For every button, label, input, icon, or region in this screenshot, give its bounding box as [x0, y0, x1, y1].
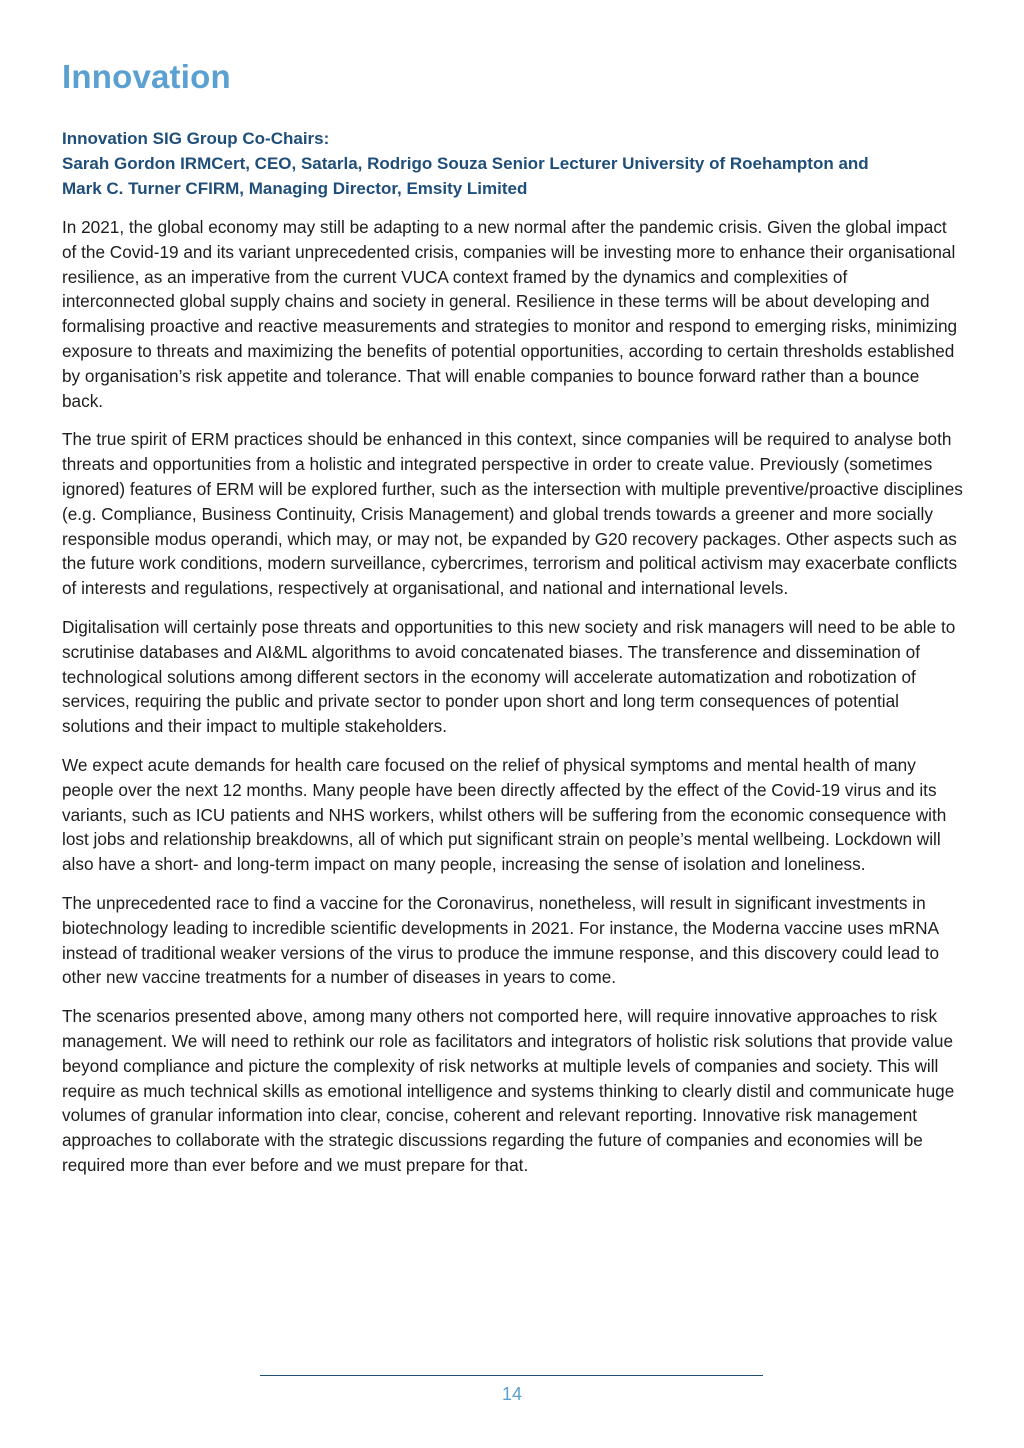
- body-paragraph-3: Digitalisation will certainly pose threats and opportunities to this new society and risk managers will need to be able to scrutinise databases and AI&ML algorithms to avoid concatenated biases. The transference and dissemination of technological solutions among different sectors in the economy will accelerate automatization and robotization of services, requiring the public and private sector to ponder upon short and long term consequences of potential solutions and their impact to multiple stakeholders.: [62, 616, 956, 737]
- footer-divider: [260, 1375, 763, 1376]
- body-paragraph-2: The true spirit of ERM practices should be enhanced in this context, since companies will be required to analyse both threats and opportunities from a holistic and integrated perspective in order to create value. Previously (sometimes ignored) features of ERM will be explored further, such as the intersection with multiple preventive/proactive disciplines (e.g. Compliance, Business Continuity, Crisis Management) and global trends towards a greener and more socially responsible modus operandi, which may, or may not, be expanded by G20 recovery packages. Other aspects such as the future work conditions, modern surveillance, cybercrimes, terrorism and political activism may exacerbate conflicts of interests and regulations, respectively at organisational, and national and international levels.: [62, 429, 963, 599]
- page-content: [62, 58, 964, 1192]
- cochairs-line-1: Sarah Gordon IRMCert, CEO, Satarla, Rodrigo Souza Senior Lecturer University of Roehampton and: [62, 154, 869, 173]
- page-number: 14: [501, 1384, 523, 1404]
- body-paragraph-6: The scenarios presented above, among many others not comported here, will require innovative approaches to risk management. We will need to rethink our role as facilitators and integrators of holistic risk solutions that provide value beyond compliance and picture the complexity of risk networks at multiple levels of companies and society. This will require as much technical skills as emotional intelligence and systems thinking to clearly distil and communicate huge volumes of granular information into clear, concise, coherent and relevant reporting. Innovative risk management approaches to collaborate with the strategic discussions regarding the future of companies and economies will be required more than ever before and we must prepare for that.: [62, 1006, 955, 1175]
- cochairs-block: [62, 126, 964, 201]
- body-paragraph-4: We expect acute demands for health care focused on the relief of physical symptoms and mental health of many people over the next 12 months. Many people have been directly affected by the effect of the Covid-19 virus and its variants, such as ICU patients and NHS workers, whilst others will be suffering from the economic consequence with lost jobs and relationship breakdowns, all of which put significant strain on people’s mental wellbeing. Lockdown will also have a short- and long-term impact on many people, increasing the sense of isolation and loneliness.: [62, 754, 947, 875]
- cochairs-heading: Innovation SIG Group Co-Chairs:: [62, 129, 330, 148]
- body-paragraph-5: The unprecedented race to find a vaccine for the Coronavirus, nonetheless, will result in significant investments in biotechnology leading to incredible scientific developments in 2021. For instance, the Moderna vaccine uses mRNA instead of traditional weaker versions of the virus to produce the immune response, and this discovery could lead to other new vaccine treatments for a number of diseases in years to come.: [62, 892, 940, 988]
- page-title: Innovation: [62, 58, 231, 95]
- cochairs-line-2: Mark C. Turner CFIRM, Managing Director, Emsity Limited: [62, 179, 528, 198]
- body-paragraph-1: In 2021, the global economy may still be adapting to a new normal after the pandemic crisis. Given the global impact of the Covid-19 and its variant unprecedented crisis, companies will be investing more to enhance their organisational resilience, as an imperative from the current VUCA context framed by the dynamics and complexities of interconnected global supply chains and society in general. Resilience in these terms will be about developing and formalising proactive and reactive measurements and strategies to monitor and respond to emerging risks, minimizing exposure to threats and maximizing the benefits of potential opportunities, according to certain thresholds established by organisation’s risk appetite and tolerance. That will enable companies to bounce forward rather than a bounce back.: [62, 217, 958, 411]
